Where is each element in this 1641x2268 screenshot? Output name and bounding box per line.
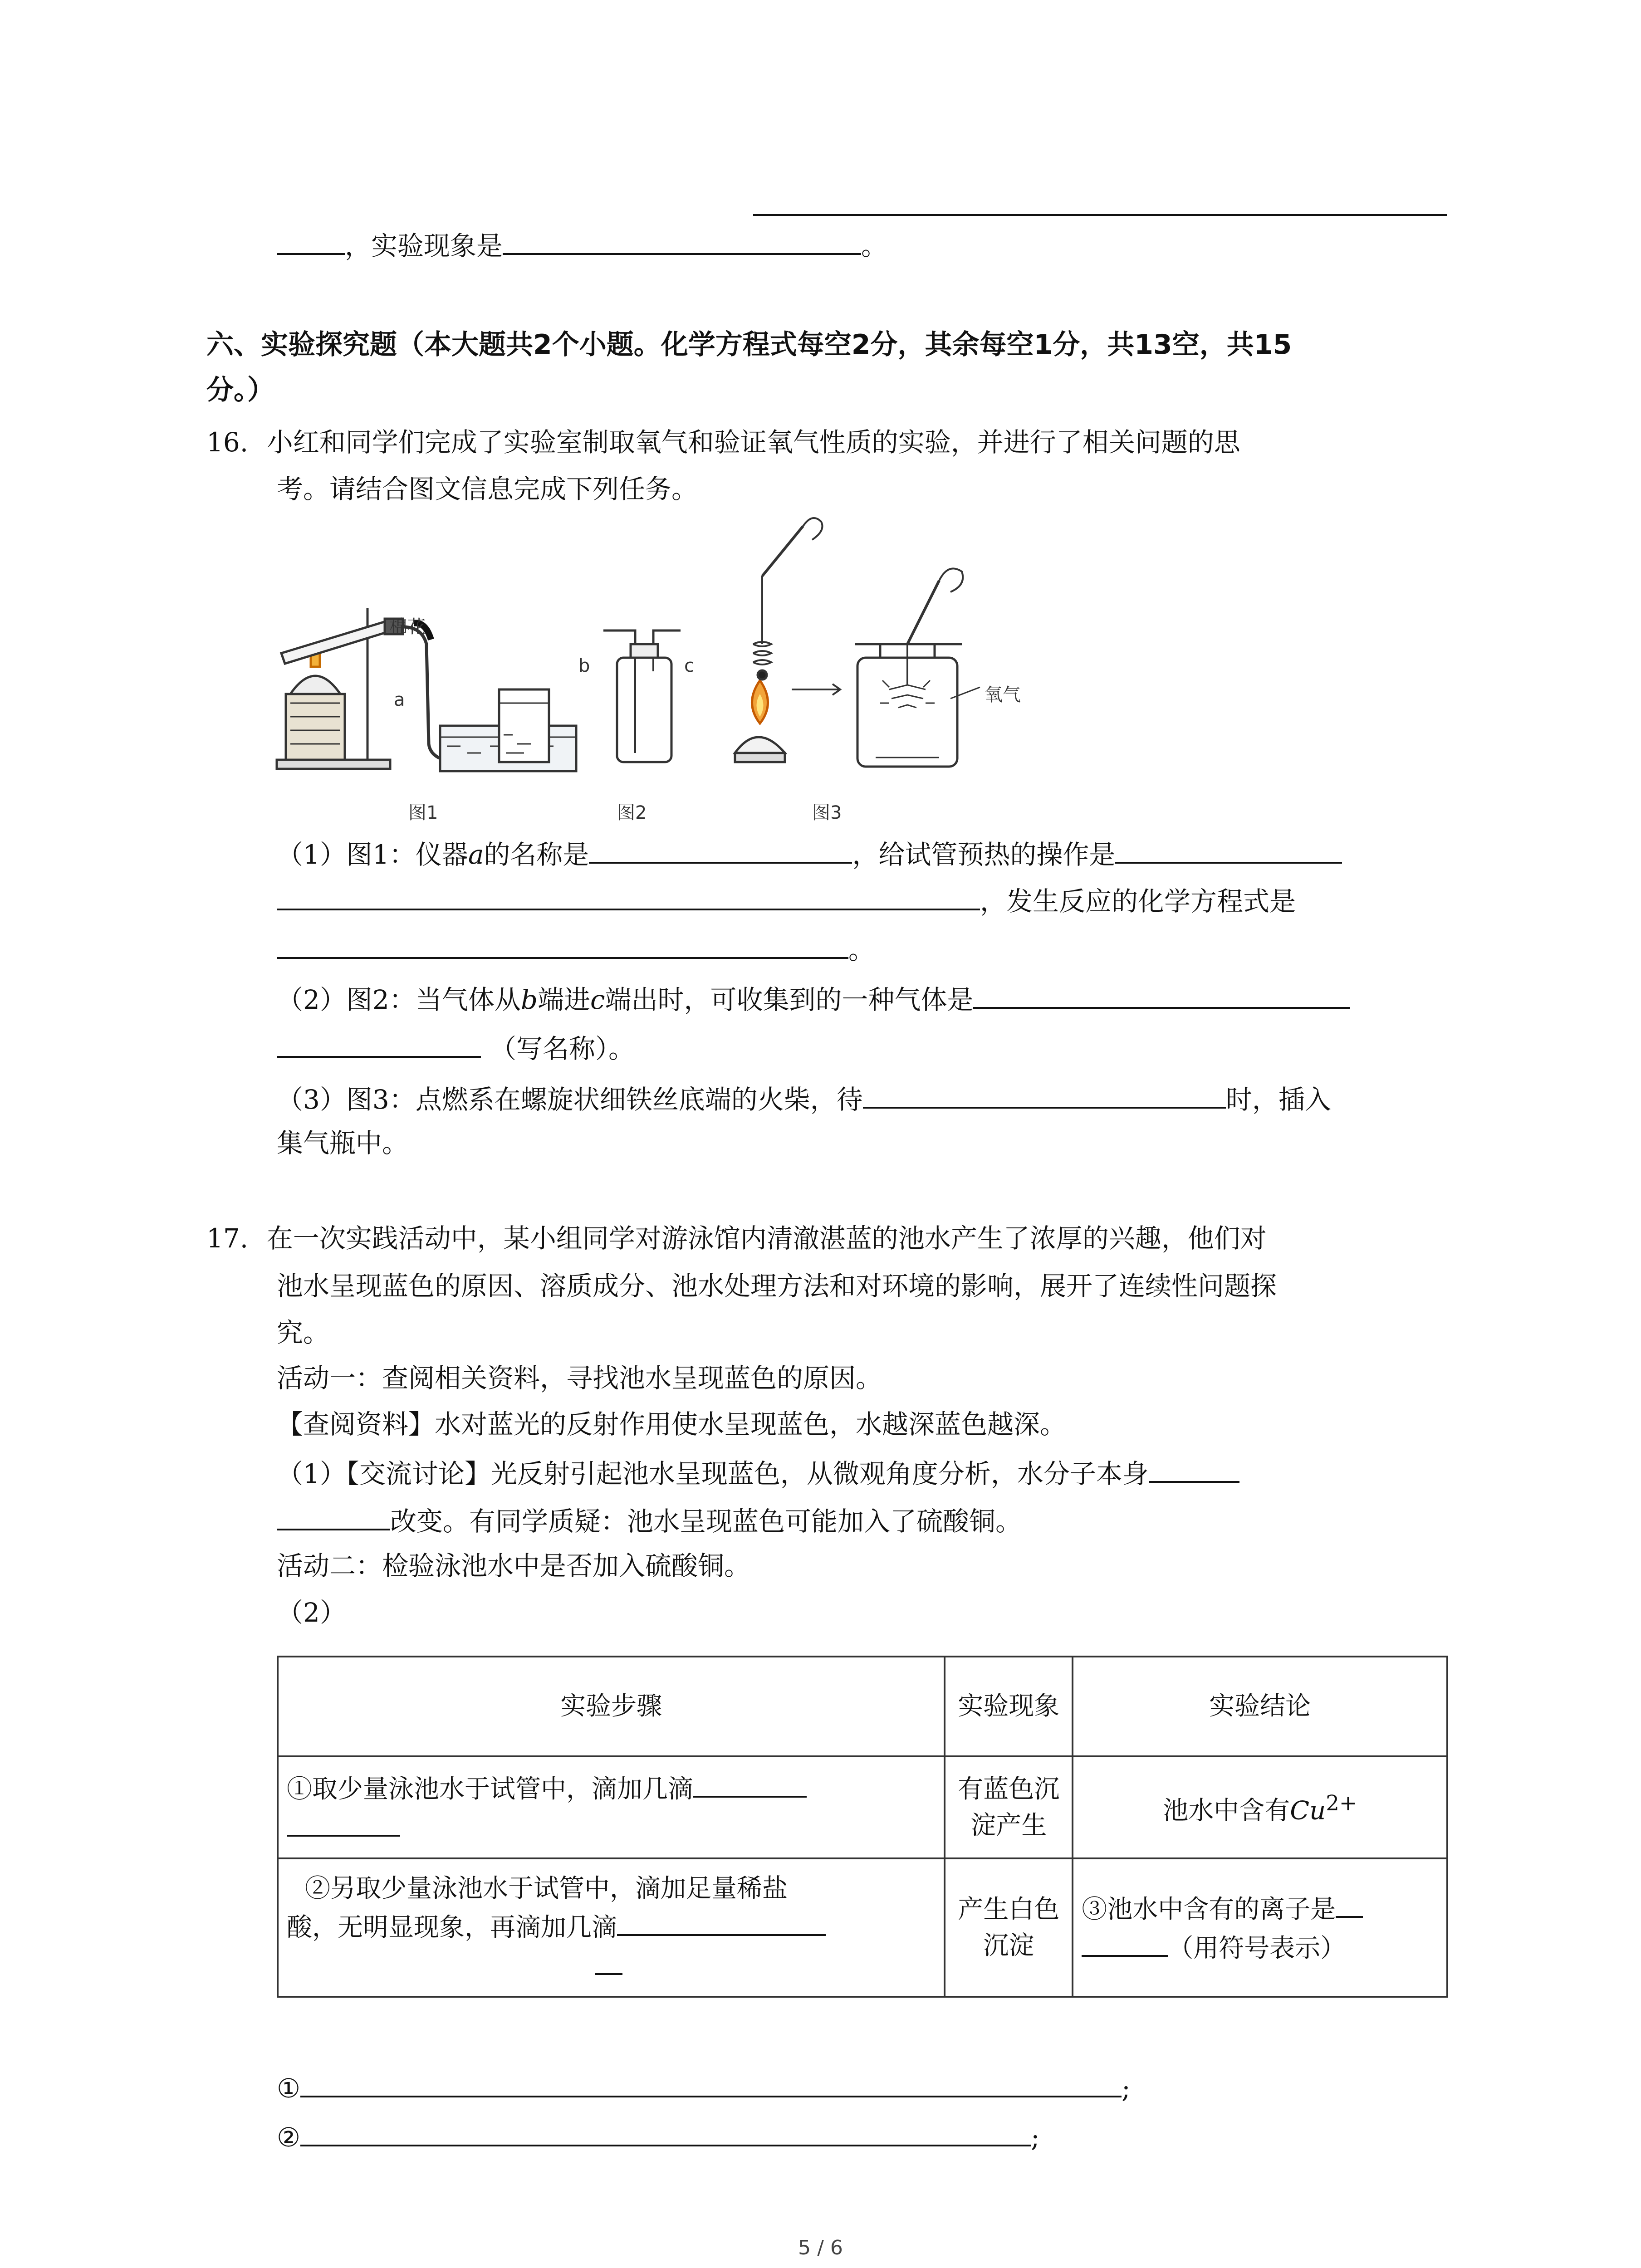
test-tube	[281, 621, 389, 664]
header-cell: 实验步骤	[278, 1657, 945, 1756]
section-title	[206, 327, 1292, 363]
q17-part1-line2	[277, 1501, 1022, 1540]
answer-blank[interactable]	[617, 1907, 826, 1936]
q17-part1-line1	[277, 1454, 1239, 1492]
ion: Cu	[1290, 1796, 1326, 1826]
text: （用符号表示）	[1168, 1933, 1346, 1963]
table-row	[278, 1858, 1447, 1997]
text-line	[277, 1315, 329, 1351]
text: （1）图1：仪器	[277, 839, 468, 870]
q16-part2-line1	[277, 980, 1350, 1018]
text-line	[277, 1268, 1277, 1304]
text: 时，插入	[1225, 1084, 1331, 1115]
text: ①取少量泳池水于试管中，滴加几滴	[287, 1774, 693, 1804]
text: ;	[1122, 2073, 1131, 2104]
header-cell: 实验结论	[1073, 1657, 1447, 1756]
answer-blank[interactable]	[1082, 1928, 1168, 1957]
figure-caption-1: 图1	[408, 802, 438, 823]
answer-blank[interactable]	[277, 1501, 390, 1530]
answer-blank[interactable]	[503, 226, 861, 255]
answer-blank[interactable]	[589, 835, 852, 864]
label-a: a	[394, 689, 405, 710]
ion-charge: 2+	[1326, 1791, 1357, 1816]
question-number: 16.	[206, 427, 249, 458]
text: ③池水中含有的离子是	[1082, 1894, 1336, 1924]
answer-blank[interactable]	[863, 1080, 1226, 1109]
text: 小红和同学们完成了实验室制取氧气和验证氧气性质的实验，并进行了相关问题的思	[266, 427, 1240, 458]
label-b: b	[578, 655, 590, 676]
phenomenon-cell: 有蓝色沉淀产生	[945, 1756, 1073, 1858]
text: （2）图2：当气体从	[277, 984, 521, 1015]
page-number: 5 / 6	[798, 2236, 843, 2259]
answer-line-1	[277, 2068, 1131, 2107]
text: 端出时，可收集到的一种气体是	[605, 984, 974, 1015]
answer-blank[interactable]	[277, 226, 345, 255]
answer-blank[interactable]	[973, 980, 1350, 1009]
section-title-line2: 分。）	[206, 374, 274, 406]
figure-caption-2: 图2	[617, 802, 647, 823]
var-c: c	[590, 984, 605, 1015]
answer-blank[interactable]	[693, 1769, 807, 1798]
text: （2）	[277, 1597, 346, 1628]
answer-blank[interactable]	[277, 1029, 481, 1058]
question-17-intro	[206, 1220, 1267, 1256]
header-cell: 实验现象	[945, 1657, 1073, 1756]
text: 池水中含有	[1163, 1796, 1290, 1826]
activity-2	[277, 1548, 750, 1584]
text: ，发生反应的化学方程式是	[980, 886, 1296, 917]
text: ，实验现象是	[345, 230, 503, 261]
text-line	[277, 471, 698, 507]
phenomenon-cell: 产生白色沉淀	[945, 1858, 1073, 1997]
wood-block	[286, 694, 345, 760]
label-oxygen: 氧气	[985, 684, 1021, 705]
answer-blank[interactable]	[1336, 1889, 1363, 1918]
text: 酸，无明显现象，再滴加几滴	[287, 1912, 617, 1942]
question-number: 17.	[206, 1223, 249, 1254]
answer-blank[interactable]	[277, 930, 848, 959]
text: 究。	[277, 1317, 330, 1348]
text-line	[277, 226, 887, 264]
crucible-tongs	[762, 526, 803, 576]
text: 集气瓶中。	[277, 1128, 409, 1158]
table-row	[278, 1756, 1447, 1858]
q16-part3-line2	[277, 1125, 408, 1161]
step-cell	[278, 1858, 945, 1997]
q16-part2-line2	[277, 1029, 635, 1067]
answer-blank[interactable]	[277, 881, 980, 910]
var-a: a	[468, 839, 484, 870]
stand-base	[277, 760, 390, 769]
label-c: c	[684, 655, 694, 676]
text: 活动二：检验泳池水中是否加入硫酸铜。	[277, 1550, 751, 1581]
alcohol-lamp	[290, 676, 340, 694]
q16-part1-line1	[277, 835, 1342, 873]
text: 在一次实践活动中，某小组同学对游泳馆内清澈湛蓝的池水产生了浓厚的兴趣，他们对	[266, 1223, 1267, 1254]
answer-blank[interactable]	[287, 1808, 400, 1837]
answer-blank[interactable]	[300, 2068, 1122, 2097]
activity-1	[277, 1360, 882, 1396]
q16-part3-line1	[277, 1080, 1331, 1118]
answer-blank[interactable]	[753, 214, 1447, 216]
text: 。	[861, 230, 888, 261]
gas-bottle-2	[617, 658, 671, 762]
text: ①	[277, 2073, 300, 2104]
gas-bottle	[499, 689, 549, 762]
text: 。	[848, 934, 875, 965]
label-cotton: 棉花	[389, 616, 426, 637]
text: 【查阅资料】水对蓝光的反射作用使水呈现蓝色，水越深蓝色越深。	[277, 1409, 1067, 1440]
text: ②	[277, 2122, 300, 2153]
text: ②另取少量泳池水于试管中，滴加足量稀盐	[305, 1873, 788, 1903]
text: ;	[1031, 2122, 1040, 2153]
answer-blank[interactable]	[1149, 1454, 1239, 1483]
step-cell	[278, 1756, 945, 1858]
conclusion-cell	[1073, 1756, 1447, 1858]
text: ，给试管预热的操作是	[852, 839, 1116, 870]
section-title	[206, 372, 274, 408]
alcohol-lamp-3	[735, 737, 785, 753]
q16-part1-line3	[277, 930, 875, 968]
text: （写名称）。	[490, 1033, 635, 1064]
conclusion-cell	[1073, 1858, 1447, 1997]
answer-blank[interactable]	[300, 2117, 1031, 2146]
text: 活动一：查阅相关资料，寻找池水呈现蓝色的原因。	[277, 1363, 882, 1393]
table-header-row	[278, 1657, 1447, 1756]
text: 的名称是	[484, 839, 589, 870]
experiment-figure	[272, 508, 1043, 844]
text: 考。请结合图文信息完成下列任务。	[277, 474, 698, 504]
section-title-line1: 六、实验探究题（本大题共2个小题。化学方程式每空2分，其余每空1分，共13空，共15	[206, 329, 1292, 361]
var-b: b	[520, 984, 538, 1015]
answer-line-2	[277, 2117, 1040, 2156]
q16-part1-line2	[277, 881, 1296, 919]
answer-blank[interactable]	[1115, 835, 1342, 864]
text: 池水呈现蓝色的原因、溶质成分、池水处理方法和对环境的影响，展开了连续性问题探	[277, 1271, 1277, 1301]
question-16-intro	[206, 424, 1240, 460]
info-box	[277, 1406, 1066, 1442]
figure-caption-3: 图3	[812, 802, 842, 823]
text: （1）【交流讨论】光反射引起池水呈现蓝色，从微观角度分析，水分子本身	[277, 1458, 1149, 1489]
text: 端进	[537, 984, 590, 1015]
text: （3）图3：点燃系在螺旋状细铁丝底端的火柴，待	[277, 1084, 863, 1115]
q17-part2-label	[277, 1594, 346, 1631]
answer-blank[interactable]	[595, 1946, 622, 1975]
text: 改变。有同学质疑：池水呈现蓝色可能加入了硫酸铜。	[390, 1506, 1022, 1537]
experiment-table	[277, 1656, 1448, 1998]
